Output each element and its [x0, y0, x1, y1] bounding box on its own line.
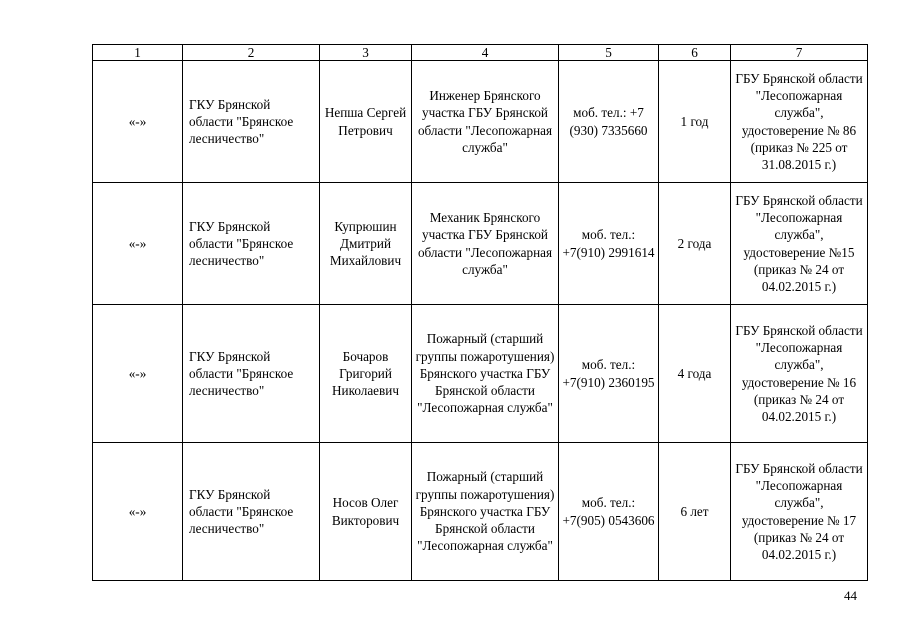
phone-cell: моб. тел.: +7(905) 0543606: [559, 443, 659, 581]
personnel-table: [92, 44, 868, 581]
experience-cell: 4 года: [659, 305, 731, 443]
ditto-mark: «-»: [93, 61, 183, 183]
phone-cell: моб. тел.: +7 (930) 7335660: [559, 61, 659, 183]
certificate-cell: ГБУ Брянской области "Лесопожарная служба", удостоверение №15 (приказ № 24 от 04.02.2015 г.): [731, 183, 868, 305]
column-number-row: [93, 45, 868, 61]
column-number: 1: [93, 45, 183, 61]
certificate-cell: ГБУ Брянской области "Лесопожарная служба", удостоверение № 16 (приказ № 24 от 04.02.2015 г.): [731, 305, 868, 443]
organization-cell: ГКУ Брянской области "Брянское лесничество": [183, 443, 320, 581]
person-name-cell: Непша Сергей Петрович: [320, 61, 412, 183]
experience-cell: 2 года: [659, 183, 731, 305]
column-number: 2: [183, 45, 320, 61]
person-name-cell: Купрюшин Дмитрий Михайлович: [320, 183, 412, 305]
column-number: 3: [320, 45, 412, 61]
phone-cell: моб. тел.: +7(910) 2991614: [559, 183, 659, 305]
organization-cell: ГКУ Брянской области "Брянское лесничество": [183, 305, 320, 443]
ditto-mark: «-»: [93, 305, 183, 443]
organization-cell: ГКУ Брянской области "Брянское лесничество": [183, 183, 320, 305]
ditto-mark: «-»: [93, 183, 183, 305]
person-name-cell: Носов Олег Викторович: [320, 443, 412, 581]
table-row: [93, 183, 868, 305]
column-number: 5: [559, 45, 659, 61]
column-number: 4: [412, 45, 559, 61]
person-name-cell: Бочаров Григорий Николаевич: [320, 305, 412, 443]
certificate-cell: ГБУ Брянской области "Лесопожарная служба", удостоверение № 86 (приказ № 225 от 31.08.2015 г.): [731, 61, 868, 183]
position-cell: Механик Брянского участка ГБУ Брянской области "Лесопожарная служба": [412, 183, 559, 305]
position-cell: Инженер Брянского участка ГБУ Брянской области "Лесопожарная служба": [412, 61, 559, 183]
position-cell: Пожарный (старший группы пожаротушения) Брянского участка ГБУ Брянской области "Лесопожарная служба": [412, 443, 559, 581]
table-row: [93, 61, 868, 183]
column-number: 6: [659, 45, 731, 61]
certificate-cell: ГБУ Брянской области "Лесопожарная служба", удостоверение № 17 (приказ № 24 от 04.02.2015 г.): [731, 443, 868, 581]
ditto-mark: «-»: [93, 443, 183, 581]
column-number: 7: [731, 45, 868, 61]
experience-cell: 1 год: [659, 61, 731, 183]
table-row: [93, 305, 868, 443]
phone-cell: моб. тел.: +7(910) 2360195: [559, 305, 659, 443]
experience-cell: 6 лет: [659, 443, 731, 581]
position-cell: Пожарный (старший группы пожаротушения) Брянского участка ГБУ Брянской области "Лесопожарная служба": [412, 305, 559, 443]
page-number: 44: [844, 588, 857, 603]
organization-cell: ГКУ Брянской области "Брянское лесничество": [183, 61, 320, 183]
table-row: [93, 443, 868, 581]
